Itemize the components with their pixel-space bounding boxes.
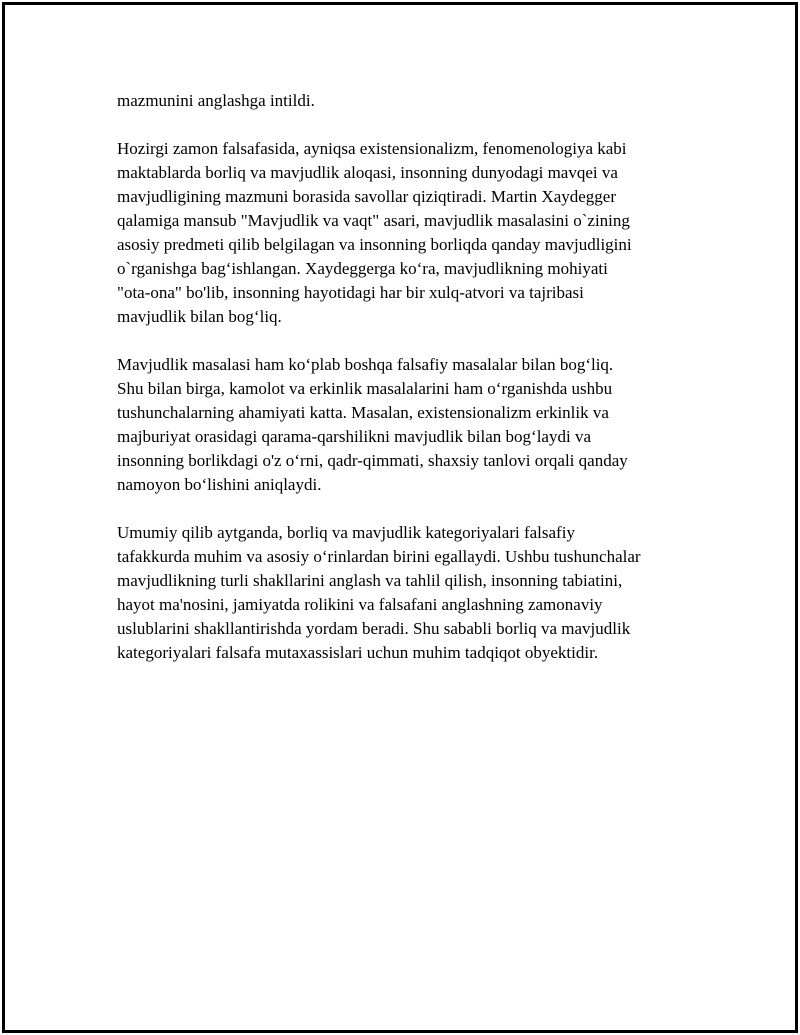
- text-line: qalamiga mansub "Mavjudlik va vaqt" asari, mavjudlik masalasini o`zining: [117, 211, 630, 230]
- text-line: uslublarini shakllantirishda yordam beradi. Shu sababli borliq va mavjudlik: [117, 619, 631, 638]
- text-line: namoyon bo‘lishini aniqlaydi.: [117, 475, 322, 494]
- text-line: Mavjudlik masalasi ham ko‘plab boshqa falsafiy masalalar bilan bog‘liq.: [117, 355, 614, 374]
- paragraph-3: [117, 353, 692, 497]
- text-line: tafakkurda muhim va asosiy o‘rinlardan birini egallaydi. Ushbu tushunchalar: [117, 547, 641, 566]
- text-line: insonning borlikdagi o'z o‘rni, qadr-qimmati, shaxsiy tanlovi orqali qanday: [117, 451, 628, 470]
- text-line: mavjudligining mazmuni borasida savollar qiziqtiradi. Martin Xaydegger: [117, 187, 617, 206]
- text-line: tushunchalarning ahamiyati katta. Masalan, existensionalizm erkinlik va: [117, 403, 609, 422]
- text-line: kategoriyalari falsafa mutaxassislari uchun muhim tadqiqot obyektidir.: [117, 643, 599, 662]
- paragraph-2: [117, 137, 692, 329]
- text-line: mazmunini anglashga intildi.: [117, 91, 315, 110]
- text-line: maktablarda borliq va mavjudlik aloqasi, insonning dunyodagi mavqei va: [117, 163, 618, 182]
- text-line: o`rganishga bag‘ishlangan. Xaydeggerga ko‘ra, mavjudlikning mohiyati: [117, 259, 608, 278]
- paragraph-1: [117, 89, 692, 113]
- text-line: "ota-ona" bo'lib, insonning hayotidagi har bir xulq-atvori va tajribasi: [117, 283, 584, 302]
- text-line: hayot ma'nosini, jamiyatda rolikini va falsafani anglashning zamonaviy: [117, 595, 603, 614]
- text-line: mavjudlikning turli shakllarini anglash va tahlil qilish, insonning tabiatini,: [117, 571, 623, 590]
- document-body: [117, 89, 692, 689]
- text-line: Hozirgi zamon falsafasida, ayniqsa existensionalizm, fenomenologiya kabi: [117, 139, 627, 158]
- text-line: Umumiy qilib aytganda, borliq va mavjudlik kategoriyalari falsafiy: [117, 523, 575, 542]
- text-line: mavjudlik bilan bog‘liq.: [117, 307, 282, 326]
- text-line: majburiyat orasidagi qarama-qarshilikni mavjudlik bilan bog‘laydi va: [117, 427, 591, 446]
- paragraph-4: [117, 521, 692, 665]
- text-line: asosiy predmeti qilib belgilagan va insonning borliqda qanday mavjudligini: [117, 235, 632, 254]
- text-line: Shu bilan birga, kamolot va erkinlik masalalarini ham o‘rganishda ushbu: [117, 379, 613, 398]
